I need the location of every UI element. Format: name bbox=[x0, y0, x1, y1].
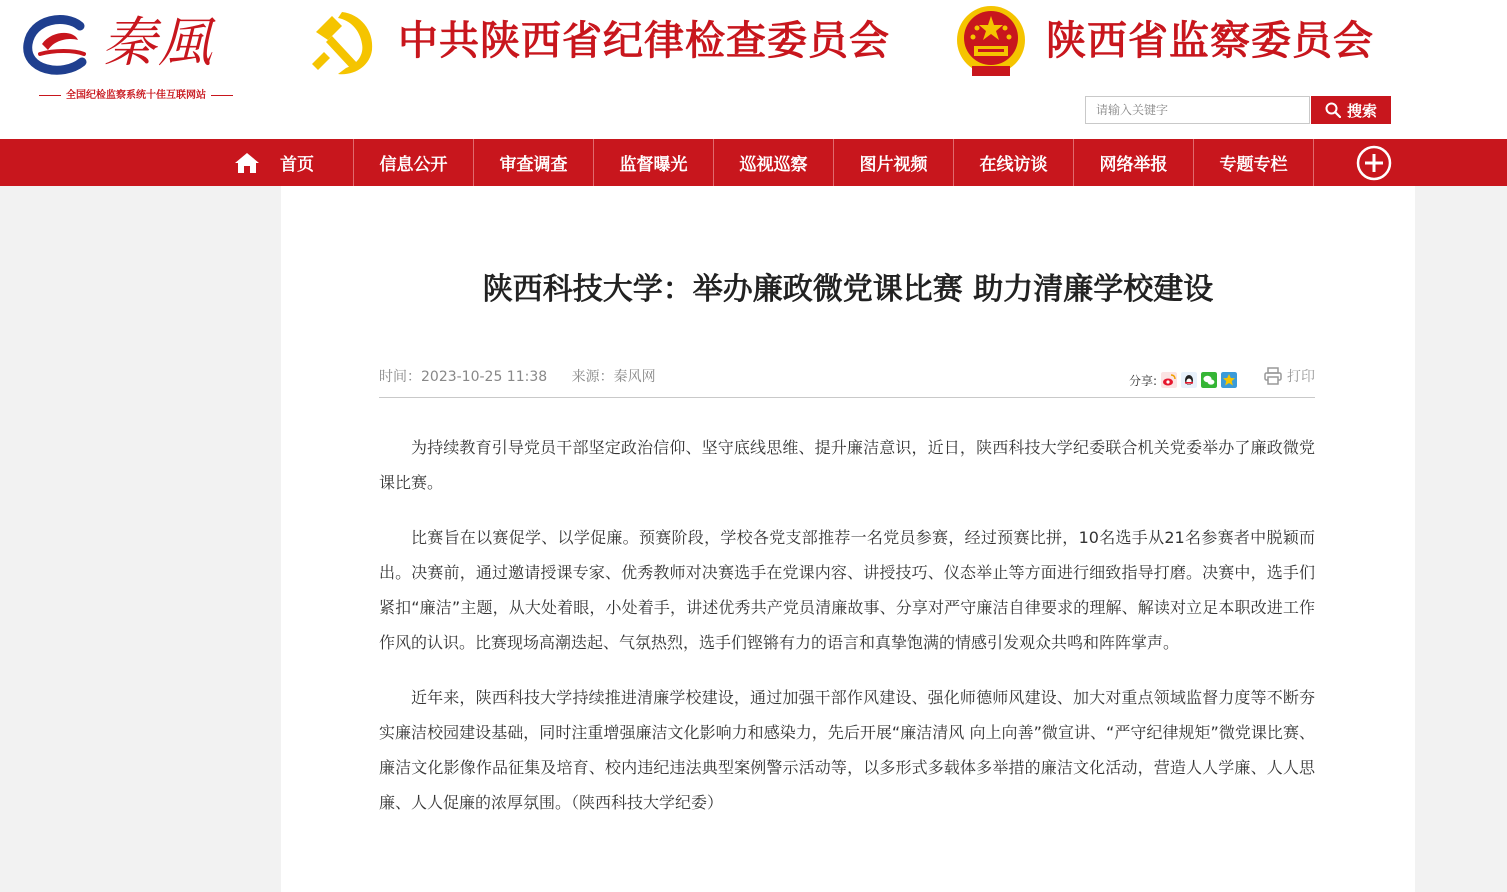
site-header bbox=[0, 0, 1507, 139]
share-bar bbox=[1129, 372, 1237, 388]
search-icon bbox=[1325, 102, 1341, 118]
article-body bbox=[379, 430, 1315, 840]
main-nav bbox=[0, 139, 1507, 186]
qzone-icon[interactable] bbox=[1221, 372, 1237, 388]
commission-title: 中共陕西省纪律检查委员会 bbox=[398, 17, 890, 64]
nav-item-online-report[interactable]: 网络举报 bbox=[1074, 139, 1194, 186]
logo-text: 秦風 bbox=[102, 11, 214, 74]
search-input[interactable] bbox=[1085, 96, 1310, 124]
weibo-icon[interactable] bbox=[1161, 372, 1177, 388]
meta-divider bbox=[379, 397, 1315, 398]
nav-item-label: 首页 bbox=[280, 155, 314, 175]
expand-plus-icon[interactable] bbox=[1356, 145, 1392, 181]
article-title: 陕西科技大学：举办廉政微党课比赛 助力清廉学校建设 bbox=[482, 272, 1214, 307]
qq-icon[interactable] bbox=[1181, 372, 1197, 388]
party-emblem-icon bbox=[302, 6, 378, 78]
nav-item-home[interactable] bbox=[234, 139, 354, 186]
search-bar bbox=[1085, 96, 1391, 124]
print-label: 打印 bbox=[1287, 369, 1315, 385]
article-paragraph: 近年来，陕西科技大学持续推进清廉学校建设，通过加强干部作风建设、强化师德师风建设、加大对重点领域监督力度等不断夯实廉洁校园建设基础，同时注重增强廉洁文化影响力和感染力，先后开展“廉洁清风 向上向善”微宣讲、“严守纪律规矩”微党课比赛、廉洁文化影像作品征集及培育、校内违纪违法典型案例警示活动等，以多形式多载体多举措的廉洁文化活动，营造人人学廉、人人思廉、人人促廉的浓厚氛围。（陕西科技大学纪委） bbox=[379, 688, 1315, 812]
nav-item-investigation[interactable]: 审查调查 bbox=[474, 139, 594, 186]
printer-icon bbox=[1263, 366, 1283, 386]
supervision-title: 陕西省监察委员会 bbox=[1046, 17, 1374, 64]
share-label: 分享: bbox=[1129, 373, 1158, 388]
nav-item-info-disclosure[interactable]: 信息公开 bbox=[354, 139, 474, 186]
home-icon bbox=[234, 151, 260, 175]
article-container bbox=[281, 186, 1415, 892]
qinfeng-logo-icon bbox=[22, 14, 92, 78]
nav-item-inspection[interactable]: 巡视巡察 bbox=[714, 139, 834, 186]
article-meta bbox=[379, 366, 656, 386]
article-paragraph: 为持续教育引导党员干部坚定政治信仰、坚守底线思维、提升廉洁意识，近日，陕西科技大学纪委联合机关党委举办了廉政微党课比赛。 bbox=[379, 438, 1315, 492]
wechat-icon[interactable] bbox=[1201, 372, 1217, 388]
national-emblem-icon bbox=[954, 4, 1028, 80]
article-source: 来源：秦风网 bbox=[571, 369, 656, 385]
search-button-label: 搜索 bbox=[1346, 101, 1377, 120]
article-paragraph: 比赛旨在以赛促学、以学促廉。预赛阶段，学校各党支部推荐一名党员参赛，经过预赛比拼，10名选手从21名参赛者中脱颖而出。决赛前，通过邀请授课专家、优秀教师对决赛选手在党课内容、讲授技巧、仪态举止等方面进行细致指导打磨。决赛中，选手们紧扣“廉洁”主题，从大处着眼，小处着手，讲述优秀共产党员清廉故事、分享对严守廉洁自律要求的理解、解读对立足本职改进工作作风的认识。比赛现场高潮迭起、气氛热烈，选手们铿锵有力的语言和真挚饱满的情感引发观众共鸣和阵阵掌声。 bbox=[379, 528, 1315, 652]
logo-subtitle: 全国纪检监察系统十佳互联网站 bbox=[14, 86, 258, 101]
nav-item-online-interview[interactable]: 在线访谈 bbox=[954, 139, 1074, 186]
nav-item-special-topics[interactable]: 专题专栏 bbox=[1194, 139, 1314, 186]
nav-item-exposure[interactable]: 监督曝光 bbox=[594, 139, 714, 186]
site-logo[interactable] bbox=[14, 6, 264, 106]
print-button[interactable] bbox=[1263, 366, 1315, 386]
publish-time: 时间：2023-10-25 11:38 bbox=[379, 369, 548, 385]
nav-item-photo-video[interactable]: 图片视频 bbox=[834, 139, 954, 186]
search-button[interactable] bbox=[1311, 96, 1391, 124]
